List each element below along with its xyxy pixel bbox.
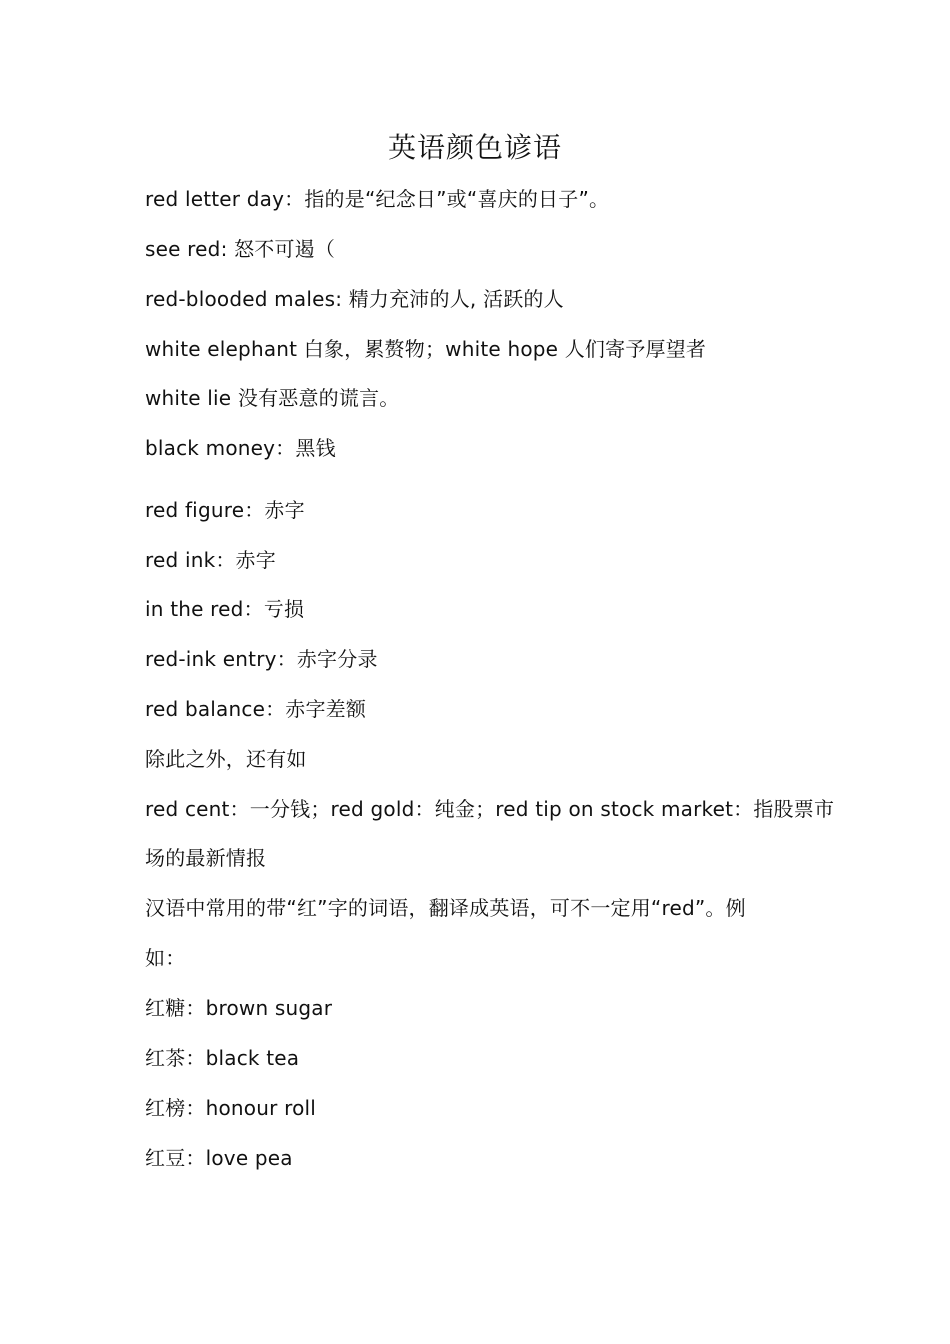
text-line: red cent：一分钱；red gold：纯金；red tip on stock market：指股票市: [145, 797, 835, 821]
text-line: red-ink entry：赤字分录: [145, 647, 378, 671]
text-line: red letter day：指的是“纪念日”或“喜庆的日子”。: [145, 187, 610, 211]
text-line: 除此之外，还有如: [145, 747, 307, 771]
text-line: red figure：赤字: [145, 498, 305, 522]
text-line: 红豆：love pea: [145, 1146, 293, 1170]
text-line: 红糖：brown sugar: [145, 996, 333, 1020]
text-line: 场的最新情报: [145, 846, 267, 870]
text-line: 如：: [145, 946, 186, 970]
text-line: red ink：赤字: [145, 548, 276, 572]
text-line: 红茶：black tea: [145, 1046, 300, 1070]
text-line: black money：黑钱: [145, 436, 336, 460]
text-line: white elephant 白象，累赘物；white hope 人们寄予厚望者: [145, 337, 707, 361]
text-line: see red: 怒不可遏（: [145, 237, 336, 261]
page-title: 英语颜色谚语: [387, 131, 562, 164]
text-line: 红榜：honour roll: [145, 1096, 317, 1120]
text-line: in the red：亏损: [145, 597, 305, 621]
text-line: white lie 没有恶意的谎言。: [145, 386, 400, 410]
text-line: red balance：赤字差额: [145, 697, 367, 721]
text-line: 汉语中常用的带“红”字的词语，翻译成英语，可不一定用“red”。例: [145, 896, 746, 920]
text-line: red-blooded males: 精力充沛的人, 活跃的人: [145, 287, 564, 311]
